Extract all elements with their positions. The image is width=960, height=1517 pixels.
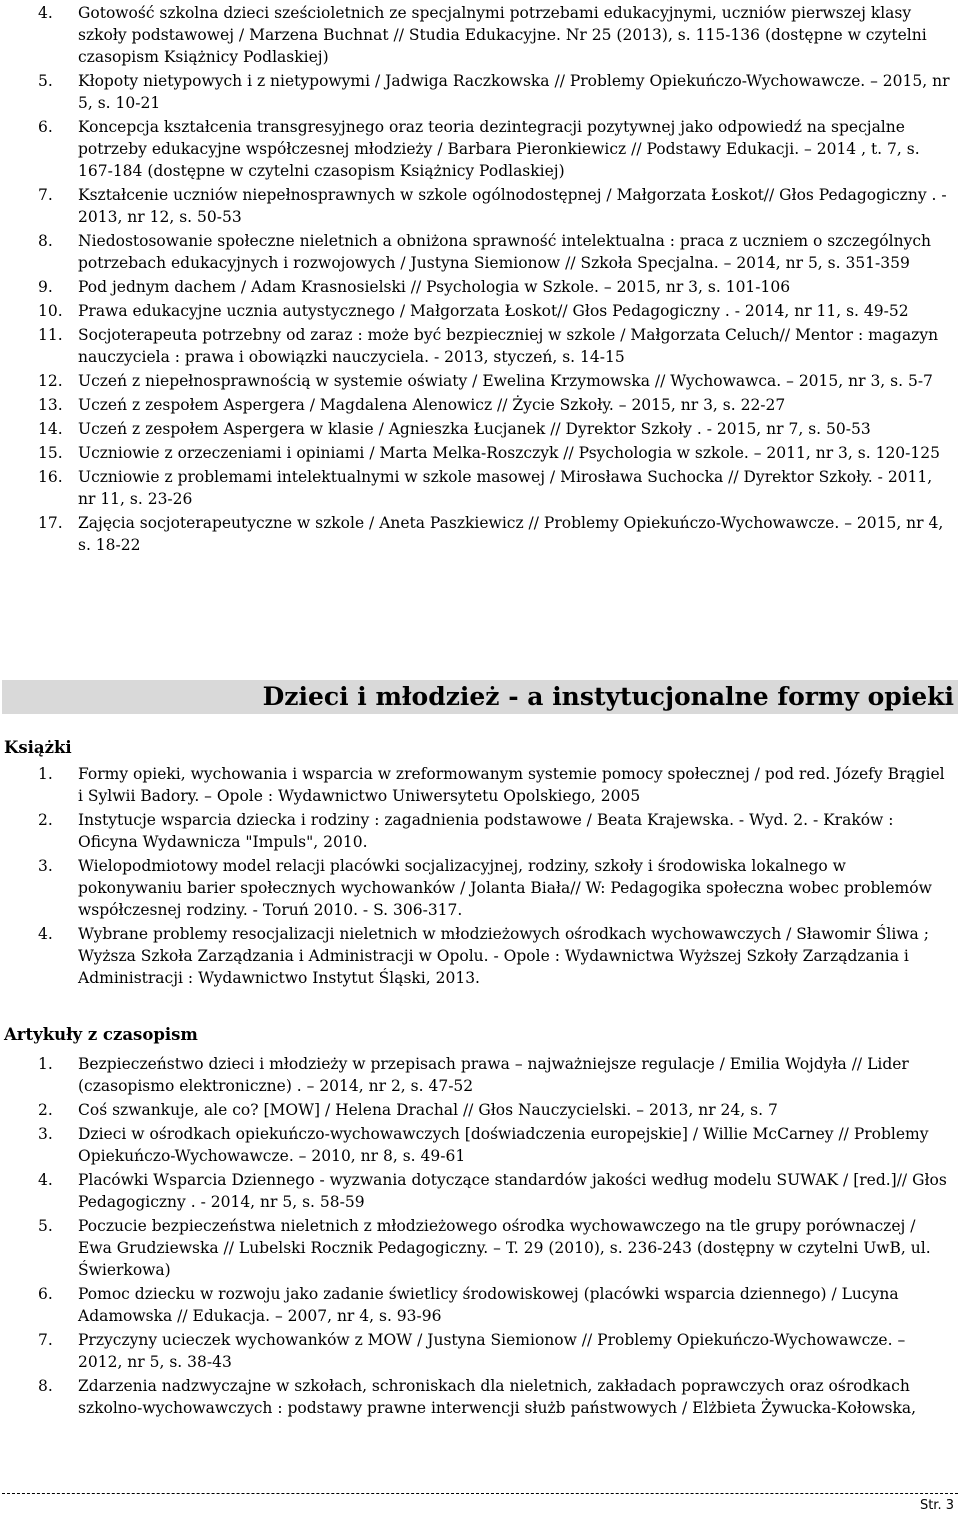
list-item-text: Koncepcja kształcenia transgresyjnego oraz teoria dezintegracji pozytywnej jako odpowiedź na specjalne potrzeby edukacyjne współczesnej młodzieży / Barbara Pieronkiewicz // Podstawy Edukacji. – 2014 , t. 7, s. 167-184 (dostępne w czytelni czasopism Książnicy Podlaskiej) xyxy=(78,118,920,180)
article-entry xyxy=(0,1169,960,1213)
list-item-text: Dzieci w ośrodkach opiekuńczo-wychowawczych [doświadczenia europejskie] / Willie McCarney // Problemy Opiekuńczo-Wychowawcze. – 2010, nr 8, s. 49-61 xyxy=(78,1125,929,1165)
list-item-text: Zajęcia socjoterapeutyczne w szkole / Aneta Paszkiewicz // Problemy Opiekuńczo-Wychowawcze. – 2015, nr 4, s. 18-22 xyxy=(78,514,944,554)
bibliography-entry xyxy=(0,230,960,274)
bibliography-entry xyxy=(0,466,960,510)
list-item-number: 4. xyxy=(38,925,53,943)
list-item-number: 7. xyxy=(38,186,53,204)
list-item-text: Pod jednym dachem / Adam Krasnosielski // Psychologia w Szkole. – 2015, nr 3, s. 101-106 xyxy=(78,278,791,296)
book-entry xyxy=(0,923,960,989)
list-item-number: 8. xyxy=(38,232,53,250)
list-item-number: 2. xyxy=(38,811,53,829)
books-heading: Książki xyxy=(4,738,72,757)
list-item-number: 8. xyxy=(38,1377,53,1395)
articles-heading: Artykuły z czasopism xyxy=(4,1025,198,1044)
list-item-text: Zdarzenia nadzwyczajne w szkołach, schroniskach dla nieletnich, zakładach poprawczych oraz ośrodkach szkolno-wychowawczych : podstawy prawne interwencji służb państwowych / Elżbieta Żywucka-Kołowska, xyxy=(78,1377,917,1417)
article-entry xyxy=(0,1123,960,1167)
article-entry xyxy=(0,1215,960,1281)
article-entry xyxy=(0,1099,960,1121)
bibliography-entry xyxy=(0,184,960,228)
bibliography-entry xyxy=(0,442,960,464)
list-item-text: Uczniowie z problemami intelektualnymi w szkole masowej / Mirosława Suchocka // Dyrektor Szkoły. - 2011, nr 11, s. 23-26 xyxy=(78,468,933,508)
book-entry xyxy=(0,809,960,853)
bibliography-entry xyxy=(0,370,960,392)
article-entry xyxy=(0,1375,960,1419)
list-item-number: 10. xyxy=(38,302,63,320)
list-item-text: Uczeń z zespołem Aspergera / Magdalena Alenowicz // Życie Szkoły. – 2015, nr 3, s. 22-27 xyxy=(78,396,786,414)
list-item-text: Gotowość szkolna dzieci sześcioletnich ze specjalnymi potrzebami edukacyjnymi, uczniów pierwszej klasy szkoły podstawowej / Marzena Buchnat // Studia Edukacyjne. Nr 25 (2013), s. 115-136 (dostępne w czytelni czasopism Książnicy Podlaskiej) xyxy=(78,4,927,66)
list-item-number: 12. xyxy=(38,372,63,390)
list-item-text: Placówki Wsparcia Dziennego - wyzwania dotyczące standardów jakości według modelu SUWAK / [red.]// Głos Pedagogiczny . - 2014, nr 5, s. 58-59 xyxy=(78,1171,947,1211)
list-item-number: 5. xyxy=(38,1217,53,1235)
list-item-text: Bezpieczeństwo dzieci i młodzieży w przepisach prawa – najważniejsze regulacje / Emilia Wojdyła // Lider (czasopismo elektroniczne) . – 2014, nr 2, s. 47-52 xyxy=(78,1055,909,1095)
list-item-text: Uczniowie z orzeczeniami i opiniami / Marta Melka-Roszczyk // Psychologia w szkole. – 2011, nr 3, s. 120-125 xyxy=(78,444,940,462)
list-item-number: 11. xyxy=(38,326,63,344)
list-item-text: Coś szwankuje, ale co? [MOW] / Helena Drachal // Głos Nauczycielski. – 2013, nr 24, s. 7 xyxy=(78,1101,778,1119)
list-item-number: 7. xyxy=(38,1331,53,1349)
list-item-text: Wielopodmiotowy model relacji placówki socjalizacyjnej, rodziny, szkoły i środowiska lokalnego w pokonywaniu barier społecznych wychowanków / Jolanta Biała// W: Pedagogika społeczna wobec problemów współczesnej rodziny. - Toruń 2010. - S. 306-317. xyxy=(78,857,932,919)
bibliography-entry xyxy=(0,2,960,68)
list-item-text: Kształcenie uczniów niepełnosprawnych w szkole ogólnodostępnej / Małgorzata Łoskot// Głos Pedagogiczny . - 2013, nr 12, s. 50-53 xyxy=(78,186,947,226)
article-entry xyxy=(0,1053,960,1097)
list-item-text: Wybrane problemy resocjalizacji nieletnich w młodzieżowych ośrodkach wychowawczych / Sławomir Śliwa ; Wyższa Szkoła Zarządzania i Administracji w Opolu. - Opole : Wydawnictwa Wyższej Szkoły Zarządzania i Administracji : Wydawnictwo Instytut Śląski, 2013. xyxy=(78,925,929,987)
section-title: Dzieci i młodzież - a instytucjonalne formy opieki xyxy=(262,682,954,711)
list-item-text: Socjoterapeuta potrzebny od zaraz : może być bezpieczniej w szkole / Małgorzata Celuch// Mentor : magazyn nauczyciela : prawa i obowiązki nauczyciela. - 2013, styczeń, s. 14-15 xyxy=(78,326,939,366)
book-entry xyxy=(0,763,960,807)
article-entry xyxy=(0,1329,960,1373)
list-item-number: 4. xyxy=(38,1171,53,1189)
list-item-text: Uczeń z niepełnosprawnością w systemie oświaty / Ewelina Krzymowska // Wychowawca. – 2015, nr 3, s. 5-7 xyxy=(78,372,933,390)
list-item-number: 6. xyxy=(38,1285,53,1303)
bibliography-entry xyxy=(0,418,960,440)
list-item-text: Formy opieki, wychowania i wsparcia w zreformowanym systemie pomocy społecznej / pod red. Józefy Brągiel i Sylwii Badory. – Opole : Wydawnictwo Uniwersytetu Opolskiego, 2005 xyxy=(78,765,945,805)
list-item-number: 3. xyxy=(38,857,53,875)
bibliography-entry xyxy=(0,394,960,416)
list-item-number: 13. xyxy=(38,396,63,414)
list-item-number: 6. xyxy=(38,118,53,136)
bibliography-entry xyxy=(0,512,960,556)
article-entry xyxy=(0,1283,960,1327)
list-item-number: 5. xyxy=(38,72,53,90)
list-item-text: Poczucie bezpieczeństwa nieletnich z młodzieżowego ośrodka wychowawczego na tle grupy porównaczej / Ewa Grudziewska // Lubelski Rocznik Pedagogiczny. – T. 29 (2010), s. 236-243 (dostępny w czytelni UwB, ul. Świerkowa) xyxy=(78,1217,931,1279)
section-header-bar xyxy=(2,680,958,714)
list-item-number: 9. xyxy=(38,278,53,296)
list-item-text: Niedostosowanie społeczne nieletnich a obniżona sprawność intelektualna : praca z uczniem o szczególnych potrzebach edukacyjnych i rozwojowych / Justyna Siemionow // Szkoła Specjalna. – 2014, nr 5, s. 351-359 xyxy=(78,232,931,272)
list-item-number: 1. xyxy=(38,765,53,783)
list-item-number: 3. xyxy=(38,1125,53,1143)
list-item-number: 4. xyxy=(38,4,53,22)
bibliography-entry xyxy=(0,276,960,298)
list-item-number: 16. xyxy=(38,468,63,486)
list-item-number: 17. xyxy=(38,514,63,532)
articles-list xyxy=(0,1053,960,1421)
bibliography-entry xyxy=(0,300,960,322)
footer-divider xyxy=(2,1493,958,1494)
list-item-text: Pomoc dziecku w rozwoju jako zadanie świetlicy środowiskowej (placówki wsparcia dziennego) / Lucyna Adamowska // Edukacja. – 2007, nr 4, s. 93-96 xyxy=(78,1285,899,1325)
list-item-text: Instytucje wsparcia dziecka i rodziny : zagadnienia podstawowe / Beata Krajewska. - Wyd. 2. - Kraków : Oficyna Wydawnicza "Impuls", 2010. xyxy=(78,811,894,851)
list-item-text: Uczeń z zespołem Aspergera w klasie / Agnieszka Łucjanek // Dyrektor Szkoły . - 2015, nr 7, s. 50-53 xyxy=(78,420,871,438)
list-item-text: Prawa edukacyjne ucznia autystycznego / Małgorzata Łoskot// Głos Pedagogiczny . - 2014, nr 11, s. 49-52 xyxy=(78,302,909,320)
bibliography-entry xyxy=(0,324,960,368)
list-item-number: 1. xyxy=(38,1055,53,1073)
bibliography-entry xyxy=(0,70,960,114)
book-entry xyxy=(0,855,960,921)
list-item-text: Przyczyny ucieczek wychowanków z MOW / Justyna Siemionow // Problemy Opiekuńczo-Wychowawcze. – 2012, nr 5, s. 38-43 xyxy=(78,1331,906,1371)
list-item-number: 2. xyxy=(38,1101,53,1119)
books-list xyxy=(0,763,960,991)
bibliography-list-continued xyxy=(0,2,960,558)
list-item-text: Kłopoty nietypowych i z nietypowymi / Jadwiga Raczkowska // Problemy Opiekuńczo-Wychowawcze. – 2015, nr 5, s. 10-21 xyxy=(78,72,950,112)
list-item-number: 15. xyxy=(38,444,63,462)
page-number: Str. 3 xyxy=(919,1498,954,1513)
bibliography-entry xyxy=(0,116,960,182)
list-item-number: 14. xyxy=(38,420,63,438)
